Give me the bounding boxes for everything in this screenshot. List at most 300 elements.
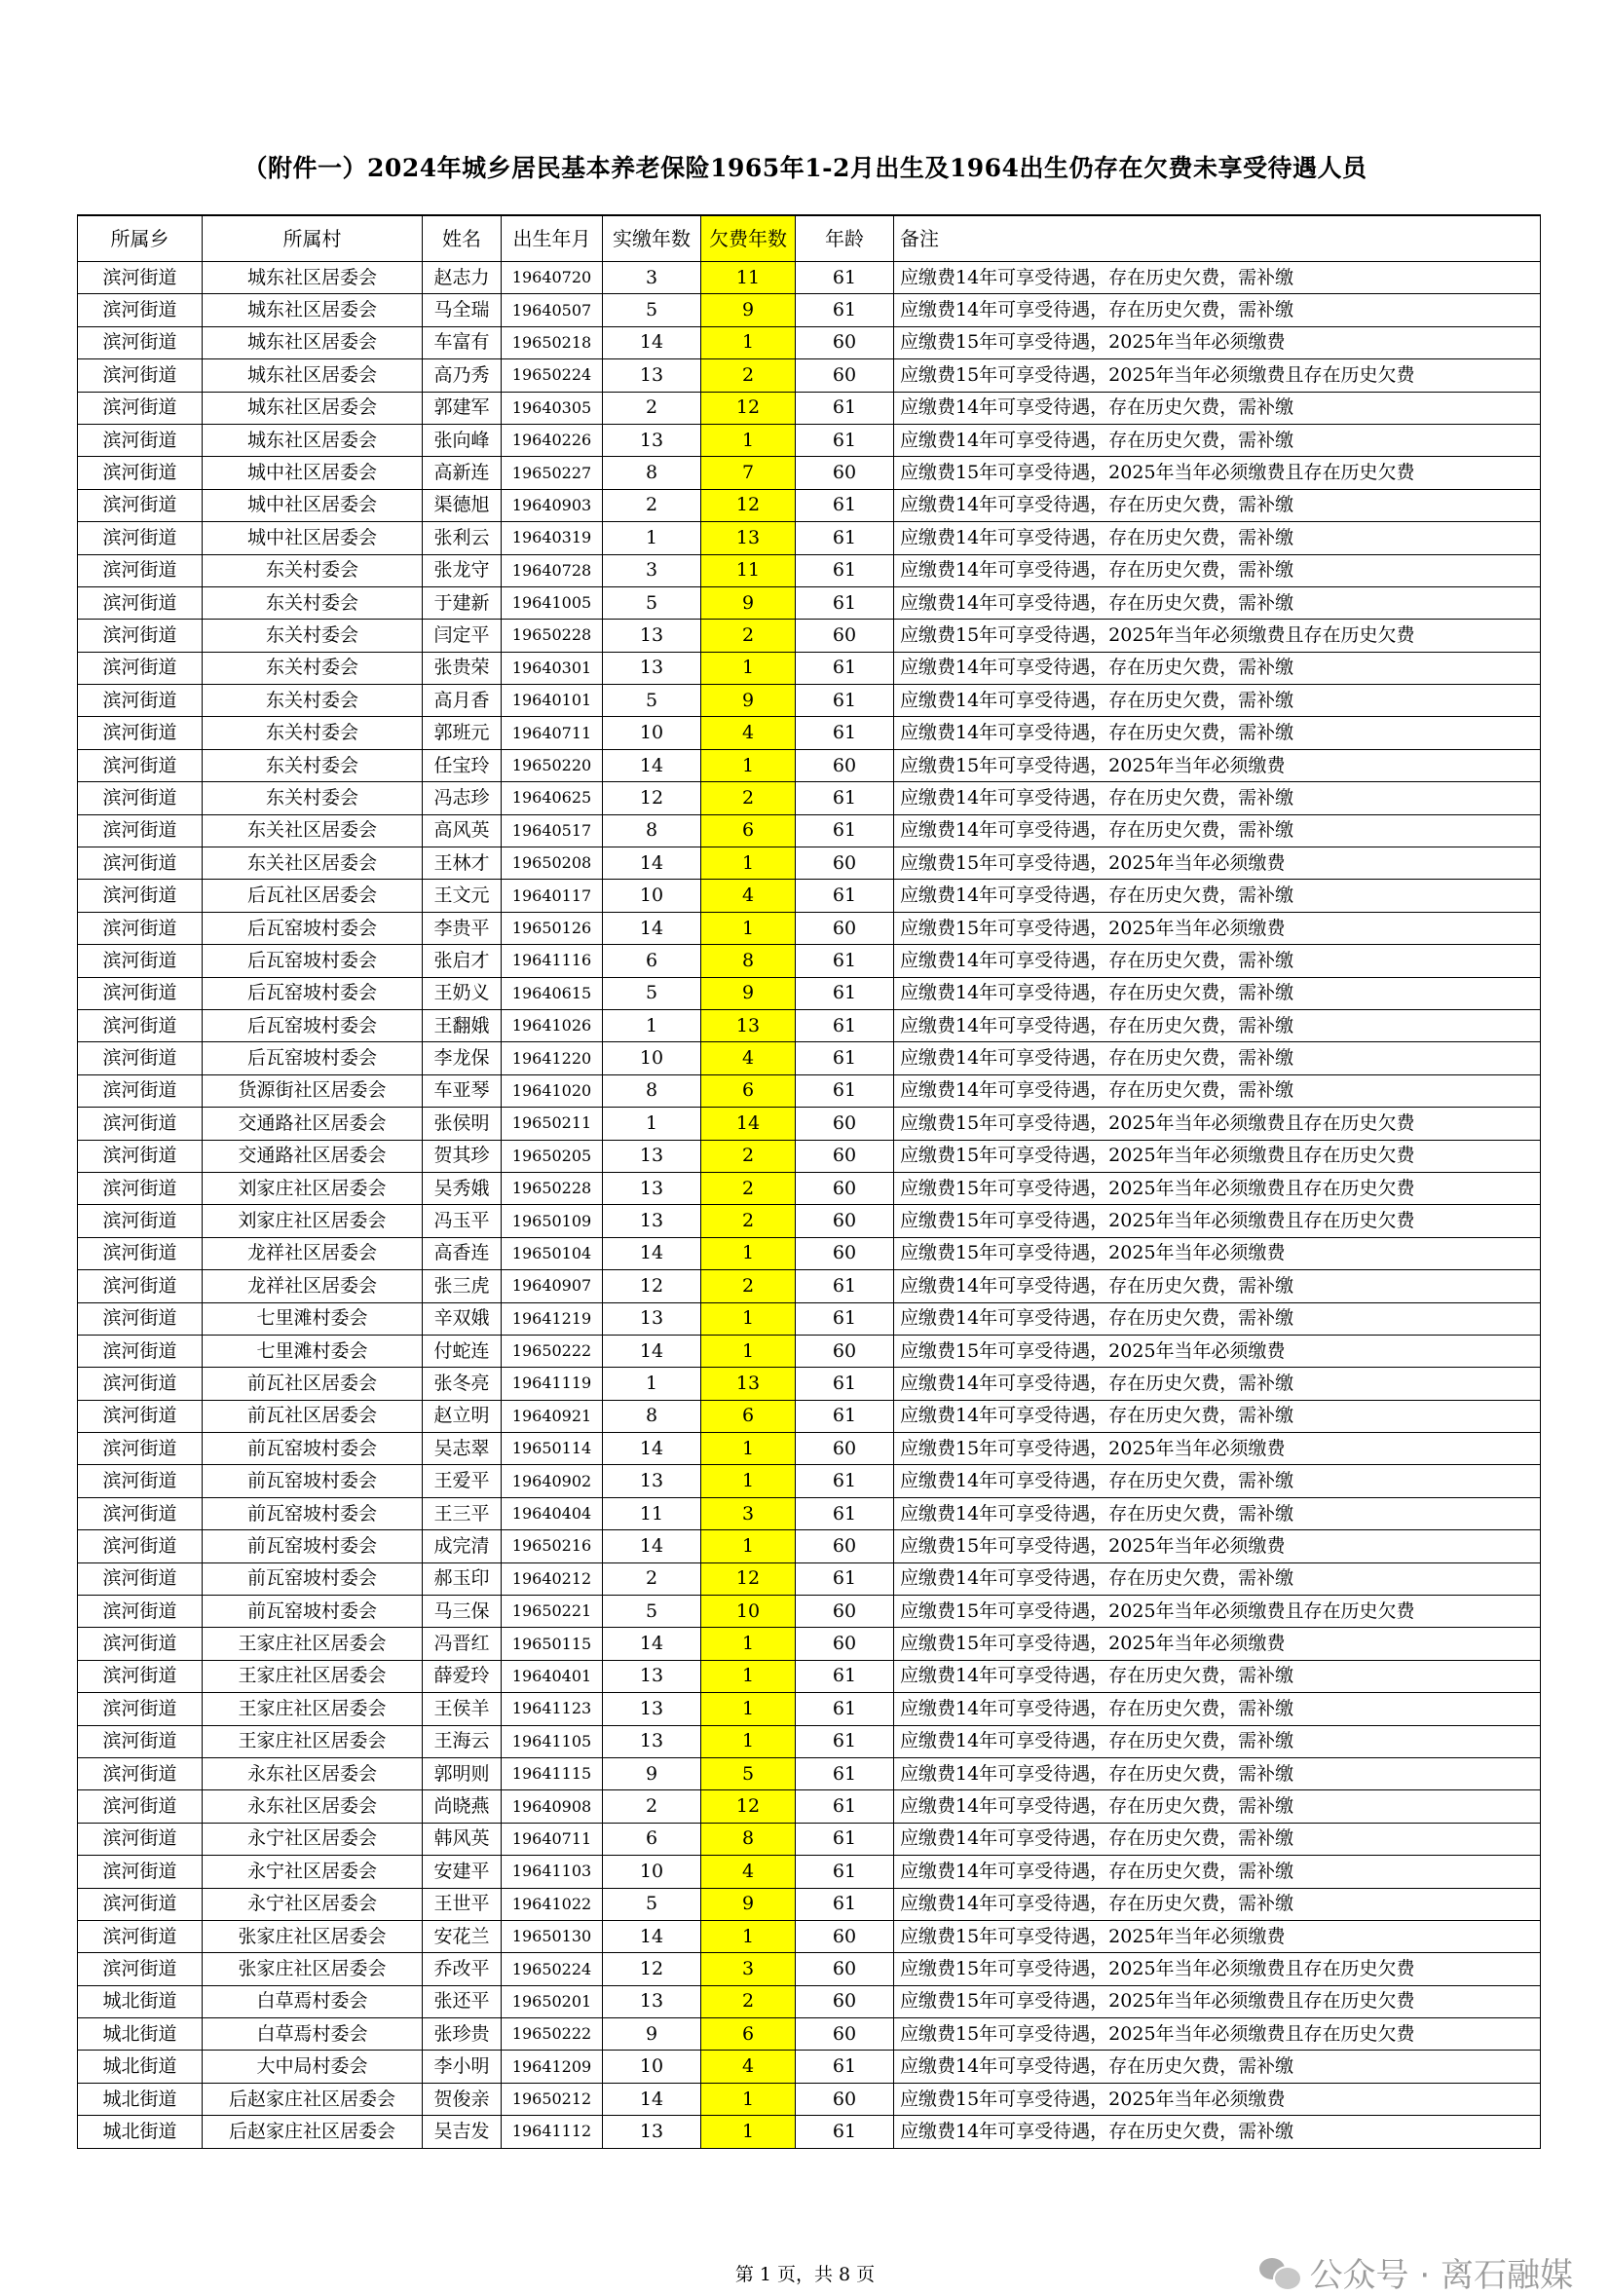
cell-name: 李贵平: [423, 912, 502, 944]
cell-birth-date: 19650216: [502, 1530, 603, 1562]
cell-age: 61: [796, 2116, 894, 2148]
table-row: [78, 782, 1541, 814]
cell-paid-years: 12: [603, 782, 701, 814]
cell-owed-years: 3: [701, 1497, 796, 1529]
table-row: [78, 326, 1541, 358]
header-birth-date: 出生年月: [502, 215, 603, 262]
cell-birth-date: 19641119: [502, 1368, 603, 1400]
cell-township: 滨河街道: [78, 294, 203, 326]
table-row: [78, 1237, 1541, 1269]
table-row: [78, 1628, 1541, 1660]
table-row: [78, 1920, 1541, 1952]
cell-township: 滨河街道: [78, 1302, 203, 1335]
cell-remarks: 应缴费14年可享受待遇，存在历史欠费，需补缴: [894, 2051, 1541, 2083]
cell-birth-date: 19650126: [502, 912, 603, 944]
cell-remarks: 应缴费14年可享受待遇，存在历史欠费，需补缴: [894, 1725, 1541, 1757]
cell-village: 七里滩村委会: [203, 1335, 423, 1367]
cell-age: 60: [796, 1335, 894, 1367]
cell-township: 滨河街道: [78, 1823, 203, 1855]
cell-township: 滨河街道: [78, 1757, 203, 1789]
table-row: [78, 1596, 1541, 1628]
cell-village: 城中社区居委会: [203, 489, 423, 521]
cell-paid-years: 10: [603, 2051, 701, 2083]
table-row: [78, 489, 1541, 521]
cell-age: 61: [796, 977, 894, 1009]
cell-village: 城东社区居委会: [203, 294, 423, 326]
cell-paid-years: 6: [603, 945, 701, 977]
cell-owed-years: 2: [701, 620, 796, 652]
cell-remarks: 应缴费14年可享受待遇，存在历史欠费，需补缴: [894, 1790, 1541, 1823]
cell-birth-date: 19640615: [502, 977, 603, 1009]
cell-village: 张家庄社区居委会: [203, 1920, 423, 1952]
cell-remarks: 应缴费14年可享受待遇，存在历史欠费，需补缴: [894, 1823, 1541, 1855]
cell-birth-date: 19640404: [502, 1497, 603, 1529]
cell-township: 滨河街道: [78, 977, 203, 1009]
cell-name: 王三平: [423, 1497, 502, 1529]
cell-paid-years: 5: [603, 294, 701, 326]
cell-remarks: 应缴费15年可享受待遇，2025年当年必须缴费且存在历史欠费: [894, 1596, 1541, 1628]
cell-village: 白草焉村委会: [203, 1985, 423, 2017]
cell-township: 滨河街道: [78, 1562, 203, 1595]
cell-township: 滨河街道: [78, 1530, 203, 1562]
cell-remarks: 应缴费14年可享受待遇，存在历史欠费，需补缴: [894, 262, 1541, 294]
cell-remarks: 应缴费14年可享受待遇，存在历史欠费，需补缴: [894, 652, 1541, 684]
cell-age: 61: [796, 522, 894, 554]
cell-name: 王翻娥: [423, 1009, 502, 1041]
cell-name: 赵立明: [423, 1400, 502, 1432]
cell-owed-years: 2: [701, 1205, 796, 1237]
cell-remarks: 应缴费14年可享受待遇，存在历史欠费，需补缴: [894, 1302, 1541, 1335]
cell-owed-years: 12: [701, 392, 796, 424]
cell-village: 东关村委会: [203, 620, 423, 652]
cell-remarks: 应缴费14年可享受待遇，存在历史欠费，需补缴: [894, 1074, 1541, 1107]
cell-village: 城东社区居委会: [203, 424, 423, 456]
cell-owed-years: 12: [701, 1790, 796, 1823]
cell-name: 王侯羊: [423, 1693, 502, 1725]
cell-owed-years: 5: [701, 1757, 796, 1789]
cell-name: 渠德旭: [423, 489, 502, 521]
table-row: [78, 554, 1541, 586]
cell-owed-years: 9: [701, 586, 796, 619]
cell-remarks: 应缴费15年可享受待遇，2025年当年必须缴费且存在历史欠费: [894, 1953, 1541, 1985]
cell-village: 龙祥社区居委会: [203, 1237, 423, 1269]
cell-name: 冯晋红: [423, 1628, 502, 1660]
cell-village: 后瓦窑坡村委会: [203, 945, 423, 977]
cell-name: 马全瑞: [423, 294, 502, 326]
cell-township: 滨河街道: [78, 1725, 203, 1757]
cell-village: 刘家庄社区居委会: [203, 1205, 423, 1237]
cell-paid-years: 1: [603, 522, 701, 554]
cell-birth-date: 19640319: [502, 522, 603, 554]
cell-age: 61: [796, 1790, 894, 1823]
table-row: [78, 2018, 1541, 2051]
cell-remarks: 应缴费14年可享受待遇，存在历史欠费，需补缴: [894, 1368, 1541, 1400]
cell-village: 后瓦窑坡村委会: [203, 1042, 423, 1074]
cell-birth-date: 19641219: [502, 1302, 603, 1335]
cell-remarks: 应缴费15年可享受待遇，2025年当年必须缴费且存在历史欠费: [894, 2018, 1541, 2051]
cell-remarks: 应缴费14年可享受待遇，存在历史欠费，需补缴: [894, 1660, 1541, 1692]
cell-name: 张龙守: [423, 554, 502, 586]
cell-paid-years: 13: [603, 1465, 701, 1497]
cell-name: 冯志珍: [423, 782, 502, 814]
cell-age: 60: [796, 326, 894, 358]
cell-owed-years: 8: [701, 945, 796, 977]
cell-paid-years: 13: [603, 1725, 701, 1757]
table-row: [78, 1108, 1541, 1140]
table-row: [78, 1693, 1541, 1725]
cell-township: 滨河街道: [78, 1205, 203, 1237]
table-row: [78, 1433, 1541, 1465]
cell-remarks: 应缴费14年可享受待遇，存在历史欠费，需补缴: [894, 1856, 1541, 1888]
cell-village: 城中社区居委会: [203, 522, 423, 554]
cell-township: 滨河街道: [78, 1953, 203, 1985]
cell-village: 交通路社区居委会: [203, 1140, 423, 1172]
cell-village: 永东社区居委会: [203, 1790, 423, 1823]
cell-name: 安建平: [423, 1856, 502, 1888]
cell-birth-date: 19650115: [502, 1628, 603, 1660]
cell-birth-date: 19640401: [502, 1660, 603, 1692]
cell-remarks: 应缴费14年可享受待遇，存在历史欠费，需补缴: [894, 880, 1541, 912]
cell-age: 61: [796, 1660, 894, 1692]
cell-village: 永宁社区居委会: [203, 1888, 423, 1920]
table-row: [78, 1562, 1541, 1595]
cell-owed-years: 1: [701, 326, 796, 358]
cell-remarks: 应缴费14年可享受待遇，存在历史欠费，需补缴: [894, 1400, 1541, 1432]
cell-name: 张侯明: [423, 1108, 502, 1140]
cell-township: 城北街道: [78, 1985, 203, 2017]
table-row: [78, 880, 1541, 912]
cell-remarks: 应缴费14年可享受待遇，存在历史欠费，需补缴: [894, 1693, 1541, 1725]
cell-paid-years: 14: [603, 1335, 701, 1367]
cell-village: 前瓦窑坡村委会: [203, 1465, 423, 1497]
cell-age: 61: [796, 1888, 894, 1920]
cell-remarks: 应缴费14年可享受待遇，存在历史欠费，需补缴: [894, 1042, 1541, 1074]
table-row: [78, 1497, 1541, 1529]
cell-paid-years: 13: [603, 424, 701, 456]
cell-birth-date: 19650218: [502, 326, 603, 358]
roster-body: [78, 262, 1541, 2149]
cell-township: 滨河街道: [78, 1693, 203, 1725]
table-row: [78, 1140, 1541, 1172]
cell-name: 张贵荣: [423, 652, 502, 684]
cell-paid-years: 14: [603, 1530, 701, 1562]
cell-remarks: 应缴费15年可享受待遇，2025年当年必须缴费且存在历史欠费: [894, 620, 1541, 652]
cell-name: 高香连: [423, 1237, 502, 1269]
cell-village: 后瓦窑坡村委会: [203, 912, 423, 944]
cell-remarks: 应缴费14年可享受待遇，存在历史欠费，需补缴: [894, 814, 1541, 847]
table-row: [78, 2116, 1541, 2148]
cell-remarks: 应缴费14年可享受待遇，存在历史欠费，需补缴: [894, 554, 1541, 586]
table-row: [78, 2083, 1541, 2115]
cell-village: 东关村委会: [203, 685, 423, 717]
cell-township: 滨河街道: [78, 1888, 203, 1920]
cell-age: 61: [796, 489, 894, 521]
cell-birth-date: 19641022: [502, 1888, 603, 1920]
cell-age: 61: [796, 1042, 894, 1074]
cell-owed-years: 1: [701, 749, 796, 781]
cell-village: 永东社区居委会: [203, 1757, 423, 1789]
cell-name: 成完清: [423, 1530, 502, 1562]
cell-village: 东关村委会: [203, 749, 423, 781]
header-paid-years: 实缴年数: [603, 215, 701, 262]
cell-owed-years: 1: [701, 912, 796, 944]
cell-age: 60: [796, 1985, 894, 2017]
cell-paid-years: 6: [603, 1823, 701, 1855]
table-row: [78, 1888, 1541, 1920]
cell-name: 郭明则: [423, 1757, 502, 1789]
cell-owed-years: 1: [701, 2116, 796, 2148]
table-row: [78, 1270, 1541, 1302]
cell-owed-years: 2: [701, 359, 796, 392]
cell-name: 高新连: [423, 457, 502, 489]
cell-paid-years: 2: [603, 1562, 701, 1595]
cell-age: 61: [796, 945, 894, 977]
cell-age: 61: [796, 1400, 894, 1432]
cell-township: 滨河街道: [78, 586, 203, 619]
cell-township: 滨河街道: [78, 1790, 203, 1823]
cell-township: 滨河街道: [78, 489, 203, 521]
cell-age: 61: [796, 717, 894, 749]
cell-remarks: 应缴费15年可享受待遇，2025年当年必须缴费且存在历史欠费: [894, 1172, 1541, 1204]
cell-age: 61: [796, 652, 894, 684]
cell-township: 滨河街道: [78, 326, 203, 358]
table-row: [78, 522, 1541, 554]
cell-remarks: 应缴费15年可享受待遇，2025年当年必须缴费且存在历史欠费: [894, 1985, 1541, 2017]
cell-paid-years: 5: [603, 685, 701, 717]
cell-birth-date: 19640711: [502, 1823, 603, 1855]
cell-owed-years: 2: [701, 1985, 796, 2017]
table-row: [78, 359, 1541, 392]
cell-age: 60: [796, 1108, 894, 1140]
cell-owed-years: 14: [701, 1108, 796, 1140]
cell-owed-years: 3: [701, 1953, 796, 1985]
cell-paid-years: 5: [603, 1888, 701, 1920]
cell-paid-years: 14: [603, 912, 701, 944]
cell-remarks: 应缴费14年可享受待遇，存在历史欠费，需补缴: [894, 977, 1541, 1009]
table-row: [78, 1757, 1541, 1789]
cell-township: 滨河街道: [78, 685, 203, 717]
cell-village: 七里滩村委会: [203, 1302, 423, 1335]
cell-township: 滨河街道: [78, 1335, 203, 1367]
cell-age: 60: [796, 1596, 894, 1628]
cell-age: 61: [796, 880, 894, 912]
cell-township: 滨河街道: [78, 1074, 203, 1107]
cell-village: 东关村委会: [203, 586, 423, 619]
cell-township: 滨河街道: [78, 1400, 203, 1432]
table-row: [78, 749, 1541, 781]
cell-age: 61: [796, 1497, 894, 1529]
cell-township: 城北街道: [78, 2083, 203, 2115]
cell-owed-years: 9: [701, 1888, 796, 1920]
header-village: 所属村: [203, 215, 423, 262]
cell-paid-years: 1: [603, 1108, 701, 1140]
cell-birth-date: 19641220: [502, 1042, 603, 1074]
table-row: [78, 1660, 1541, 1692]
cell-owed-years: 1: [701, 1237, 796, 1269]
cell-owed-years: 1: [701, 424, 796, 456]
cell-birth-date: 19650228: [502, 1172, 603, 1204]
cell-name: 马三保: [423, 1596, 502, 1628]
cell-name: 王文元: [423, 880, 502, 912]
table-row: [78, 1823, 1541, 1855]
cell-village: 王家庄社区居委会: [203, 1660, 423, 1692]
cell-village: 城东社区居委会: [203, 326, 423, 358]
cell-birth-date: 19640720: [502, 262, 603, 294]
cell-paid-years: 10: [603, 1042, 701, 1074]
cell-remarks: 应缴费14年可享受待遇，存在历史欠费，需补缴: [894, 489, 1541, 521]
cell-birth-date: 19640625: [502, 782, 603, 814]
table-row: [78, 1205, 1541, 1237]
cell-owed-years: 13: [701, 1009, 796, 1041]
cell-owed-years: 1: [701, 1302, 796, 1335]
cell-name: 郭建军: [423, 392, 502, 424]
cell-owed-years: 1: [701, 1335, 796, 1367]
cell-birth-date: 19640902: [502, 1465, 603, 1497]
cell-paid-years: 13: [603, 1693, 701, 1725]
cell-birth-date: 19650212: [502, 2083, 603, 2115]
cell-paid-years: 8: [603, 457, 701, 489]
cell-name: 高乃秀: [423, 359, 502, 392]
cell-township: 滨河街道: [78, 1465, 203, 1497]
table-row: [78, 1953, 1541, 1985]
cell-village: 后瓦窑坡村委会: [203, 1009, 423, 1041]
cell-birth-date: 19640117: [502, 880, 603, 912]
cell-paid-years: 10: [603, 880, 701, 912]
cell-birth-date: 19641209: [502, 2051, 603, 2083]
cell-age: 60: [796, 1140, 894, 1172]
cell-remarks: 应缴费15年可享受待遇，2025年当年必须缴费: [894, 1628, 1541, 1660]
cell-name: 韩风英: [423, 1823, 502, 1855]
cell-birth-date: 19640903: [502, 489, 603, 521]
cell-remarks: 应缴费14年可享受待遇，存在历史欠费，需补缴: [894, 1888, 1541, 1920]
cell-owed-years: 12: [701, 489, 796, 521]
cell-birth-date: 19650227: [502, 457, 603, 489]
cell-name: 张启才: [423, 945, 502, 977]
cell-paid-years: 11: [603, 1497, 701, 1529]
cell-owed-years: 4: [701, 880, 796, 912]
cell-paid-years: 13: [603, 1985, 701, 2017]
cell-owed-years: 9: [701, 685, 796, 717]
cell-birth-date: 19640305: [502, 392, 603, 424]
cell-paid-years: 2: [603, 392, 701, 424]
cell-paid-years: 2: [603, 489, 701, 521]
cell-age: 60: [796, 457, 894, 489]
cell-township: 滨河街道: [78, 1368, 203, 1400]
cell-owed-years: 1: [701, 1920, 796, 1952]
cell-township: 滨河街道: [78, 1237, 203, 1269]
cell-village: 城中社区居委会: [203, 457, 423, 489]
cell-age: 60: [796, 2018, 894, 2051]
cell-name: 安花兰: [423, 1920, 502, 1952]
cell-paid-years: 1: [603, 1009, 701, 1041]
cell-remarks: 应缴费14年可享受待遇，存在历史欠费，需补缴: [894, 685, 1541, 717]
cell-village: 刘家庄社区居委会: [203, 1172, 423, 1204]
cell-birth-date: 19650130: [502, 1920, 603, 1952]
cell-remarks: 应缴费14年可享受待遇，存在历史欠费，需补缴: [894, 586, 1541, 619]
cell-paid-years: 10: [603, 1856, 701, 1888]
cell-paid-years: 13: [603, 1172, 701, 1204]
cell-owed-years: 6: [701, 2018, 796, 2051]
header-age: 年龄: [796, 215, 894, 262]
cell-remarks: 应缴费15年可享受待遇，2025年当年必须缴费: [894, 749, 1541, 781]
cell-paid-years: 3: [603, 554, 701, 586]
cell-birth-date: 19641116: [502, 945, 603, 977]
cell-age: 60: [796, 912, 894, 944]
cell-age: 60: [796, 1530, 894, 1562]
cell-owed-years: 1: [701, 1530, 796, 1562]
cell-owed-years: 8: [701, 1823, 796, 1855]
cell-birth-date: 19640907: [502, 1270, 603, 1302]
header-owed-years: 欠费年数: [701, 215, 796, 262]
cell-name: 付蛇连: [423, 1335, 502, 1367]
cell-township: 城北街道: [78, 2051, 203, 2083]
cell-birth-date: 19650104: [502, 1237, 603, 1269]
cell-birth-date: 19641026: [502, 1009, 603, 1041]
cell-remarks: 应缴费15年可享受待遇，2025年当年必须缴费且存在历史欠费: [894, 457, 1541, 489]
cell-name: 张利云: [423, 522, 502, 554]
cell-birth-date: 19650205: [502, 1140, 603, 1172]
header-township: 所属乡: [78, 215, 203, 262]
cell-age: 61: [796, 1562, 894, 1595]
cell-age: 61: [796, 814, 894, 847]
cell-village: 城东社区居委会: [203, 359, 423, 392]
cell-owed-years: 9: [701, 294, 796, 326]
cell-birth-date: 19640711: [502, 717, 603, 749]
cell-township: 滨河街道: [78, 912, 203, 944]
cell-name: 冯玉平: [423, 1205, 502, 1237]
cell-village: 东关社区居委会: [203, 847, 423, 880]
cell-age: 61: [796, 1302, 894, 1335]
cell-name: 辛双娥: [423, 1302, 502, 1335]
cell-village: 后赵家庄社区居委会: [203, 2083, 423, 2115]
cell-birth-date: 19640301: [502, 652, 603, 684]
cell-age: 61: [796, 685, 894, 717]
cell-name: 王世平: [423, 1888, 502, 1920]
cell-birth-date: 19640921: [502, 1400, 603, 1432]
cell-owed-years: 4: [701, 1042, 796, 1074]
cell-remarks: 应缴费15年可享受待遇，2025年当年必须缴费: [894, 326, 1541, 358]
cell-age: 60: [796, 1628, 894, 1660]
cell-remarks: 应缴费15年可享受待遇，2025年当年必须缴费且存在历史欠费: [894, 359, 1541, 392]
cell-owed-years: 10: [701, 1596, 796, 1628]
cell-township: 滨河街道: [78, 262, 203, 294]
cell-birth-date: 19640908: [502, 1790, 603, 1823]
cell-age: 60: [796, 1172, 894, 1204]
document-title: （附件一）2024年城乡居民基本养老保险1965年1-2月出生及1964出生仍存在欠费未享受待遇人员: [243, 154, 1367, 182]
cell-name: 于建新: [423, 586, 502, 619]
cell-paid-years: 14: [603, 1433, 701, 1465]
cell-township: 滨河街道: [78, 1596, 203, 1628]
cell-township: 滨河街道: [78, 782, 203, 814]
table-row: [78, 262, 1541, 294]
table-row: [78, 814, 1541, 847]
cell-age: 61: [796, 1725, 894, 1757]
cell-paid-years: 9: [603, 2018, 701, 2051]
cell-township: 滨河街道: [78, 652, 203, 684]
cell-paid-years: 5: [603, 977, 701, 1009]
cell-remarks: 应缴费15年可享受待遇，2025年当年必须缴费: [894, 847, 1541, 880]
cell-name: 郝玉印: [423, 1562, 502, 1595]
cell-owed-years: 1: [701, 2083, 796, 2115]
cell-remarks: 应缴费14年可享受待遇，存在历史欠费，需补缴: [894, 717, 1541, 749]
cell-owed-years: 1: [701, 1465, 796, 1497]
cell-owed-years: 13: [701, 1368, 796, 1400]
cell-village: 后瓦社区居委会: [203, 880, 423, 912]
cell-owed-years: 1: [701, 847, 796, 880]
table-row: [78, 1725, 1541, 1757]
table-row: [78, 652, 1541, 684]
cell-owed-years: 6: [701, 1074, 796, 1107]
